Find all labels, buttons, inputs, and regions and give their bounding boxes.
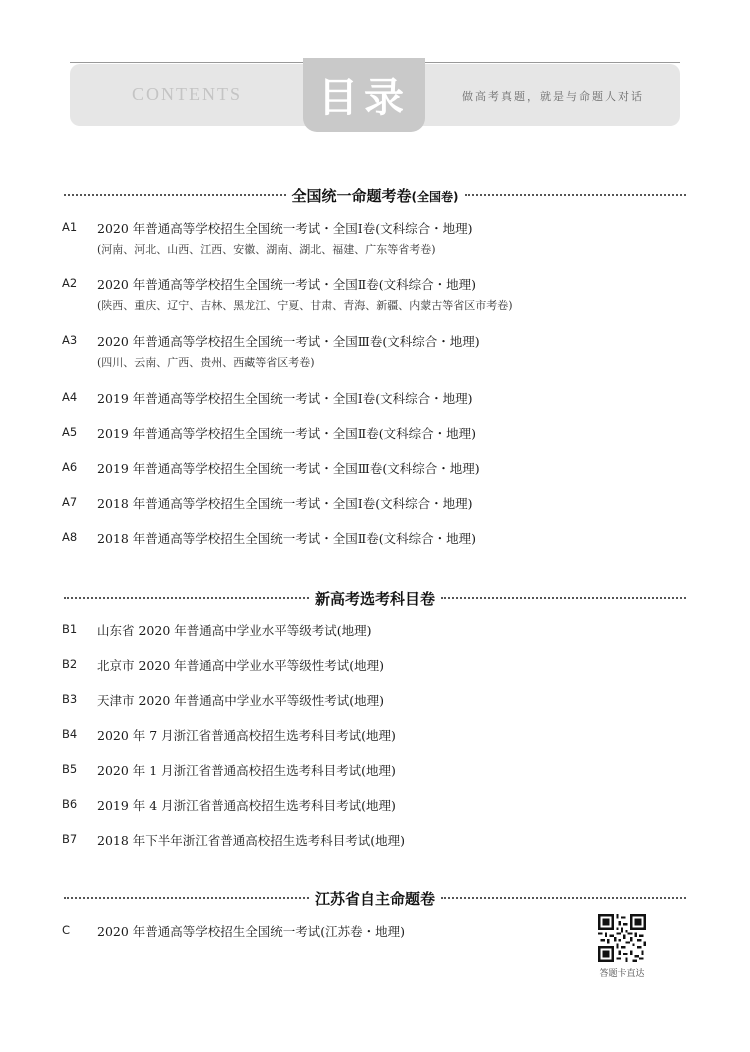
entry-title: 2018 年普通高等学校招生全国统一考试・全国Ⅱ卷(文科综合・地理) [97,531,477,546]
entry-code: B4 [62,727,78,741]
entry-code: A1 [62,220,78,234]
page-title: 目录 [318,75,410,121]
entry-title: 2019 年普通高等学校招生全国统一考试・全国Ⅱ卷(文科综合・地理) [97,426,477,441]
section-header-national [64,184,686,206]
entry-code: A7 [62,495,78,509]
entry-note: (河南、河北、山西、江西、安徽、湖南、湖北、福建、广东等省考卷) [97,243,436,256]
title-tab [303,58,425,132]
entry-title: 2020 年普通高等学校招生全国统一考试・全国Ⅲ卷(文科综合・地理) [97,334,480,349]
contents-label: CONTENTS [132,84,242,104]
entry-code: C [62,923,71,937]
entry-title: 2019 年 4 月浙江省普通高校招生选考科目考试(地理) [97,798,396,813]
entry-code: B7 [62,832,78,846]
entry-title: 天津市 2020 年普通高中学业水平等级性考试(地理) [97,693,385,708]
qr-label: 答题卡直达 [599,969,645,979]
entry-code: B3 [62,692,78,706]
entry-title: 2020 年 7 月浙江省普通高校招生选考科目考试(地理) [97,728,396,743]
entry-code: A2 [62,276,78,290]
dotted-rule [64,194,286,196]
entry-note: (四川、云南、广西、贵州、西藏等省区考卷) [97,356,315,369]
section-title: 江苏省自主命题卷 [315,889,436,908]
qr-code-icon[interactable] [598,914,646,962]
dotted-rule [465,194,687,196]
entry-code: A4 [62,390,78,404]
entry-code: A8 [62,530,78,544]
entry-title: 2020 年 1 月浙江省普通高校招生选考科目考试(地理) [97,763,396,778]
dotted-rule [64,897,309,899]
entry-title: 2018 年普通高等学校招生全国统一考试・全国Ⅰ卷(文科综合・地理) [97,496,473,511]
entry-title: 2020 年普通高等学校招生全国统一考试・全国Ⅱ卷(文科综合・地理) [97,277,477,292]
dotted-rule [441,597,686,599]
entry-title: 2020 年普通高等学校招生全国统一考试(江苏卷・地理) [97,924,406,939]
entry-code: A3 [62,333,78,347]
entry-code: B5 [62,762,78,776]
section-header-jiangsu [64,887,686,909]
slogan: 做高考真题，就是与命题人对话 [462,90,644,103]
entry-code: A5 [62,425,78,439]
entry-code: B6 [62,797,78,811]
dotted-rule [441,897,686,899]
section-header-new-gaokao [64,587,686,609]
entry-title: 2018 年下半年浙江省普通高校招生选考科目考试(地理) [97,833,406,848]
contents-banner [70,64,680,126]
entry-code: B2 [62,657,78,671]
entry-title: 山东省 2020 年普通高中学业水平等级考试(地理) [97,623,372,638]
section-title: 全国统一命题考卷(全国卷) [291,186,459,205]
entry-title: 2019 年普通高等学校招生全国统一考试・全国Ⅲ卷(文科综合・地理) [97,461,480,476]
entry-code: B1 [62,622,78,636]
section-title: 新高考选考科目卷 [315,589,436,608]
dotted-rule [64,597,309,599]
entry-title: 2020 年普通高等学校招生全国统一考试・全国Ⅰ卷(文科综合・地理) [97,221,473,236]
entry-title: 北京市 2020 年普通高中学业水平等级性考试(地理) [97,658,385,673]
entry-code: A6 [62,460,78,474]
entry-title: 2019 年普通高等学校招生全国统一考试・全国Ⅰ卷(文科综合・地理) [97,391,473,406]
entry-note: (陕西、重庆、辽宁、吉林、黑龙江、宁夏、甘肃、青海、新疆、内蒙古等省区市考卷) [97,299,513,312]
